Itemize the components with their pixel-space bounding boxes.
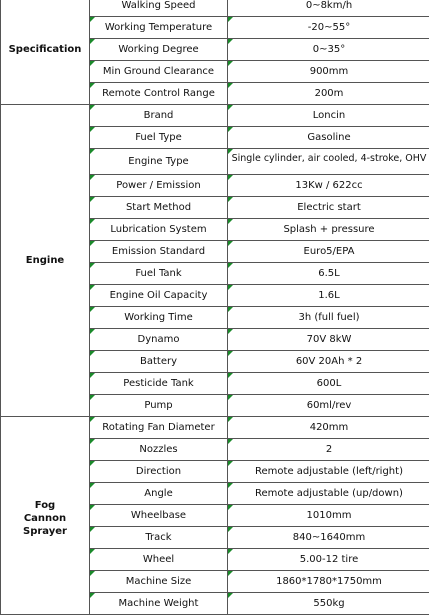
property-name: Walking Speed bbox=[90, 0, 228, 17]
property-name: Machine Size bbox=[90, 571, 228, 593]
property-value: 60ml/rev bbox=[228, 395, 429, 417]
property-value-text: Single cylinder, air cooled, 4-stroke, OHV bbox=[228, 153, 429, 172]
property-value: Remote adjustable (left/right) bbox=[228, 461, 429, 483]
property-value: 13Kw / 622cc bbox=[228, 175, 429, 197]
property-value: Loncin bbox=[228, 105, 429, 127]
property-name: Engine Oil Capacity bbox=[90, 285, 228, 307]
property-value: 60V 20Ah * 2 bbox=[228, 351, 429, 373]
table-row bbox=[1, 105, 429, 127]
property-name: Emission Standard bbox=[90, 241, 228, 263]
property-value: 840~1640mm bbox=[228, 527, 429, 549]
property-value: 900mm bbox=[228, 61, 429, 83]
property-name: Fuel Tank bbox=[90, 263, 228, 285]
property-name: Working Temperature bbox=[90, 17, 228, 39]
property-value: Gasoline bbox=[228, 127, 429, 149]
property-value: 1010mm bbox=[228, 505, 429, 527]
category-label: Fog Cannon Sprayer bbox=[1, 499, 89, 538]
category-label: Specification bbox=[1, 43, 89, 56]
property-value: 0~35° bbox=[228, 39, 429, 61]
property-name: Nozzles bbox=[90, 439, 228, 461]
category-cell-engine bbox=[1, 105, 90, 417]
property-name: Wheelbase bbox=[90, 505, 228, 527]
table-row bbox=[1, 0, 429, 17]
property-value: -20~55° bbox=[228, 17, 429, 39]
property-value: 6.5L bbox=[228, 263, 429, 285]
property-name: Working Time bbox=[90, 307, 228, 329]
property-name: Lubrication System bbox=[90, 219, 228, 241]
property-value: 550kg bbox=[228, 593, 429, 615]
property-name: Machine Weight bbox=[90, 593, 228, 615]
property-name: Pesticide Tank bbox=[90, 373, 228, 395]
property-value: 70V 8kW bbox=[228, 329, 429, 351]
property-value: Electric start bbox=[228, 197, 429, 219]
property-value: 420mm bbox=[228, 417, 429, 439]
property-name: Min Ground Clearance bbox=[90, 61, 228, 83]
table-row bbox=[1, 417, 429, 439]
property-name: Direction bbox=[90, 461, 228, 483]
property-value: 1.6L bbox=[228, 285, 429, 307]
property-name: Wheel bbox=[90, 549, 228, 571]
property-value: 2 bbox=[228, 439, 429, 461]
property-value: Remote adjustable (up/down) bbox=[228, 483, 429, 505]
property-name: Remote Control Range bbox=[90, 83, 228, 105]
property-name: Track bbox=[90, 527, 228, 549]
property-name: Fuel Type bbox=[90, 127, 228, 149]
property-name: Battery bbox=[90, 351, 228, 373]
property-value: Splash + pressure bbox=[228, 219, 429, 241]
property-value: Euro5/EPA bbox=[228, 241, 429, 263]
property-value: 1860*1780*1750mm bbox=[228, 571, 429, 593]
category-cell-specification bbox=[1, 0, 90, 105]
property-name: Pump bbox=[90, 395, 228, 417]
property-value: 5.00-12 tire bbox=[228, 549, 429, 571]
property-value bbox=[228, 149, 429, 175]
category-label: Engine bbox=[1, 254, 89, 267]
property-name: Angle bbox=[90, 483, 228, 505]
property-value: 200m bbox=[228, 83, 429, 105]
property-name: Dynamo bbox=[90, 329, 228, 351]
property-name: Brand bbox=[90, 105, 228, 127]
property-name: Rotating Fan Diameter bbox=[90, 417, 228, 439]
property-value: 3h (full fuel) bbox=[228, 307, 429, 329]
property-value: 0~8km/h bbox=[228, 0, 429, 17]
property-name: Power / Emission bbox=[90, 175, 228, 197]
category-cell-fog-cannon-sprayer bbox=[1, 417, 90, 615]
property-name: Engine Type bbox=[90, 149, 228, 175]
property-name: Working Degree bbox=[90, 39, 228, 61]
property-name: Start Method bbox=[90, 197, 228, 219]
property-value: 600L bbox=[228, 373, 429, 395]
